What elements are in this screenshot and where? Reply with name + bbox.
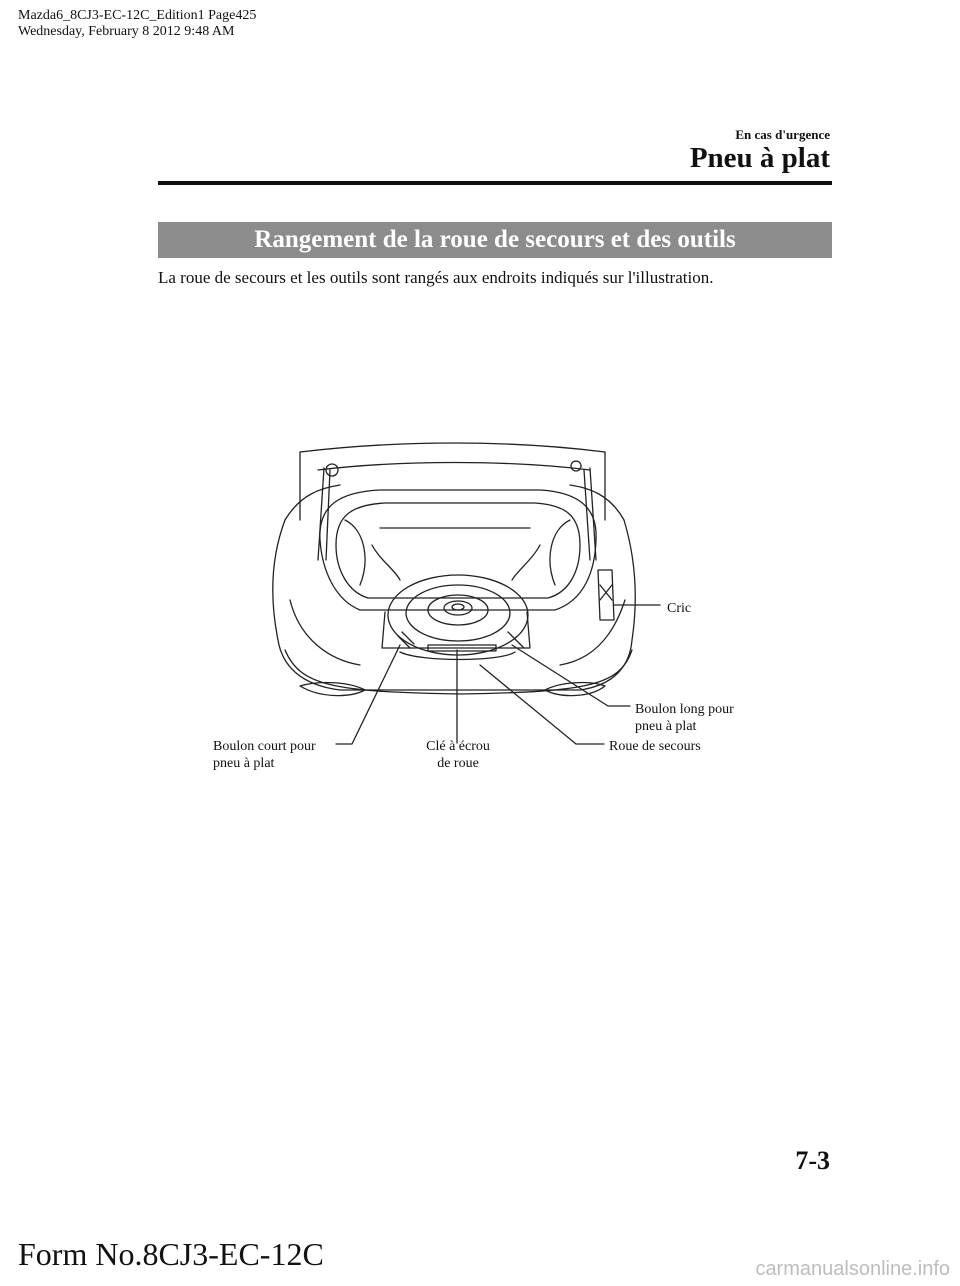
watermark: carmanualsonline.info (755, 1258, 950, 1280)
intro-paragraph: La roue de secours et les outils sont rangés aux endroits indiqués sur l'illustration. (158, 268, 714, 287)
label-long-bolt (635, 701, 734, 735)
print-meta-line2: Wednesday, February 8 2012 9:48 AM (18, 24, 235, 39)
page-number: 7-3 (795, 1146, 830, 1175)
form-number: Form No.8CJ3-EC-12C (18, 1236, 324, 1272)
label-short-bolt-line2: pneu à plat (213, 756, 275, 771)
label-short-bolt (213, 738, 316, 772)
label-wrench-line2: de roue (437, 756, 479, 771)
subsection-banner: Rangement de la roue de secours et des outils (158, 222, 832, 258)
label-wrench-line1: Clé à écrou (426, 739, 490, 754)
print-meta-line1: Mazda6_8CJ3-EC-12C_Edition1 Page425 (18, 8, 257, 23)
label-wrench (413, 738, 503, 772)
label-short-bolt-line1: Boulon court pour (213, 739, 316, 754)
chapter-title: En cas d'urgence (735, 127, 830, 142)
section-title: Pneu à plat (689, 142, 830, 174)
label-jack: Cric (667, 601, 692, 616)
label-long-bolt-line1: Boulon long pour (635, 702, 734, 717)
label-spare-wheel: Roue de secours (609, 739, 701, 754)
label-long-bolt-line2: pneu à plat (635, 719, 697, 734)
